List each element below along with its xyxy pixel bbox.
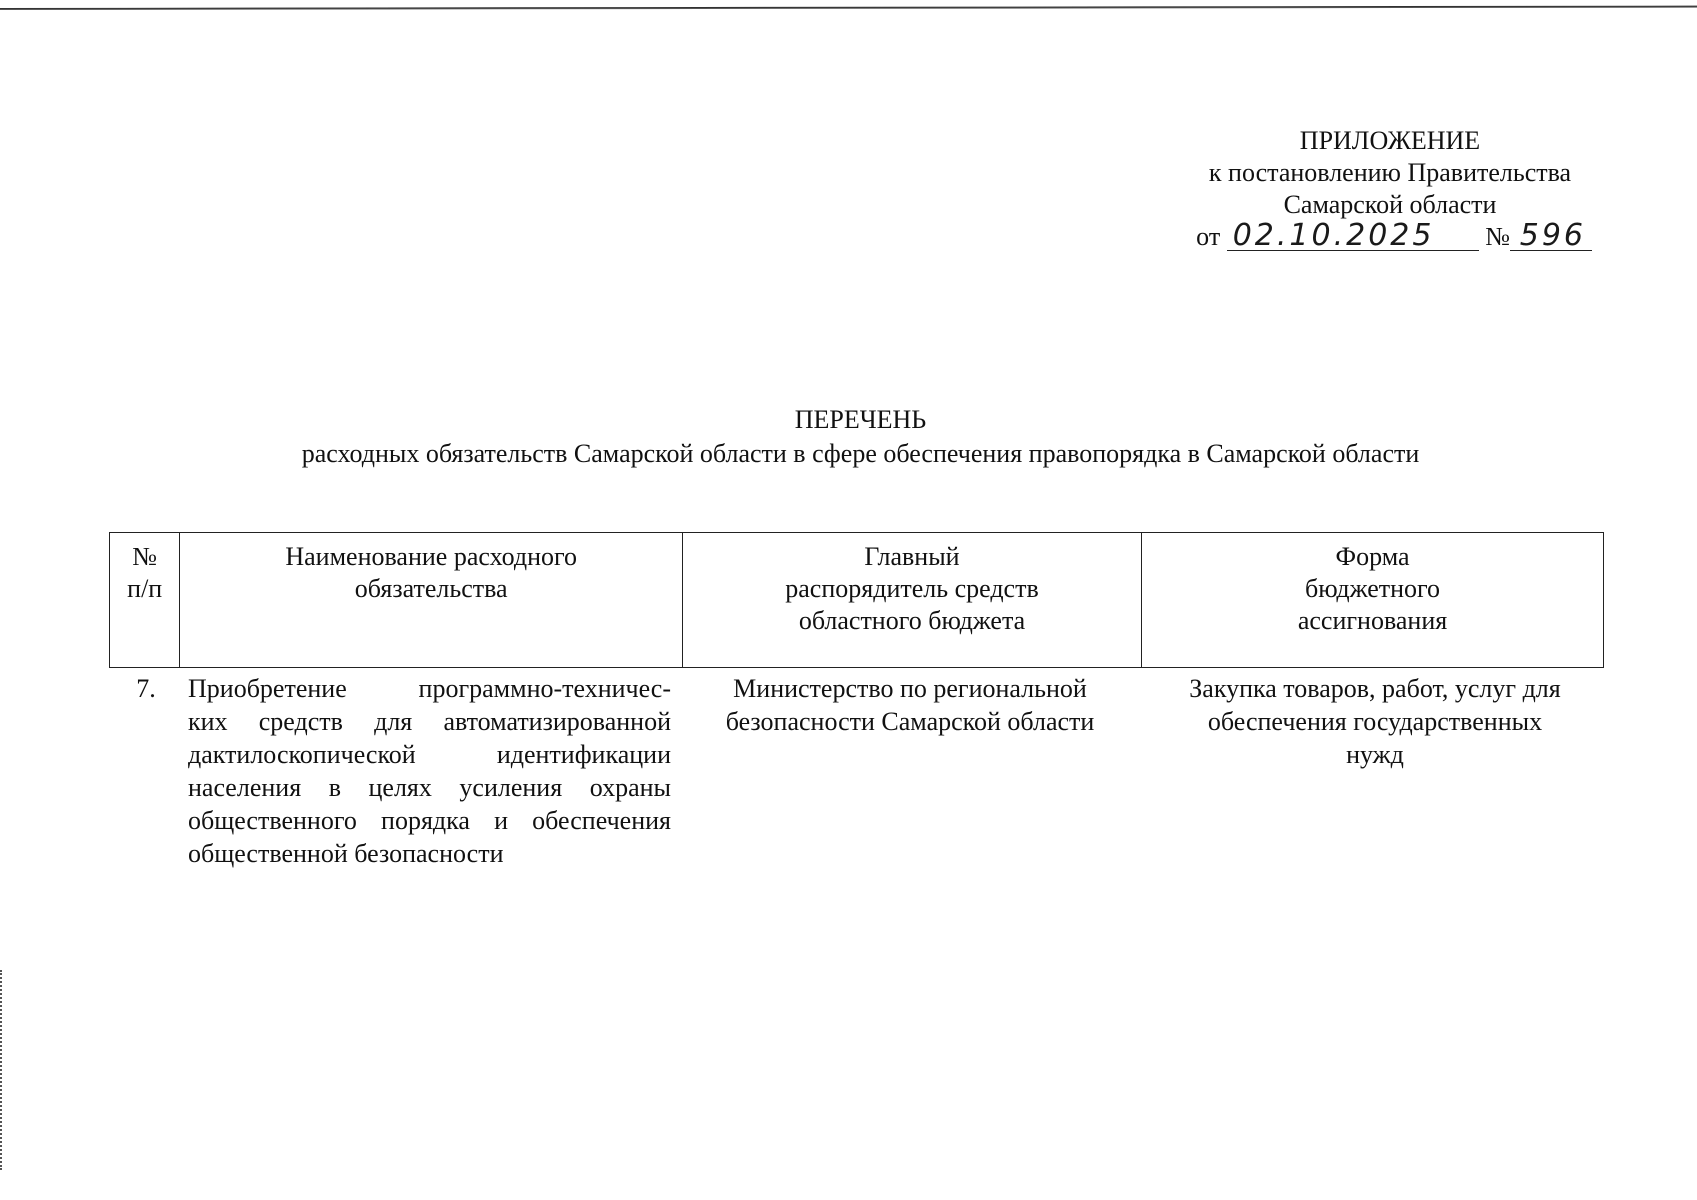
annex-title: ПРИЛОЖЕНИЕ xyxy=(1299,126,1481,155)
name-line: Приобретение программно-техничес- xyxy=(188,674,671,703)
date-prefix: от xyxy=(1196,222,1221,251)
administrator-line: Министерство по региональной xyxy=(733,674,1087,703)
header-admin-line-1: Главный xyxy=(864,542,960,571)
header-form-line-2: бюджетного xyxy=(1305,574,1441,603)
allocation-line: Закупка товаров, работ, услуг для xyxy=(1189,674,1561,703)
header-admin-line-3: областного бюджета xyxy=(798,606,1026,635)
table-header-row xyxy=(110,533,1604,668)
annex-line-2: Самарской области xyxy=(1283,190,1497,219)
annex-block xyxy=(1170,125,1610,253)
document-title: ПЕРЕЧЕНЬ xyxy=(794,405,927,434)
header-obligation-name xyxy=(180,533,683,668)
header-number-line-2: п/п xyxy=(127,574,163,603)
name-line: населения в целях усиления охраны xyxy=(188,773,671,802)
name-line: общественной безопасности xyxy=(188,839,504,868)
handwritten-date: 02.10.2025 xyxy=(1227,222,1479,251)
allocation-line: нужд xyxy=(1346,740,1404,769)
row-administrator xyxy=(690,672,1130,738)
header-number xyxy=(110,533,180,668)
scan-left-edge xyxy=(0,970,4,1170)
row-allocation-form xyxy=(1155,672,1595,771)
number-prefix: № xyxy=(1485,222,1510,251)
scan-top-border xyxy=(0,6,1697,10)
header-admin-line-2: распорядитель средств xyxy=(785,574,1039,603)
document-subtitle-row xyxy=(0,437,1697,471)
annex-date-line xyxy=(1170,218,1610,253)
row-obligation-name xyxy=(188,672,671,870)
document-title-row xyxy=(0,403,1697,437)
header-form-line-1: Форма xyxy=(1335,542,1410,571)
header-number-line-1: № xyxy=(132,542,158,571)
annex-line-1: к постановлению Правительства xyxy=(1208,158,1572,187)
header-name-line-2: обязательства xyxy=(354,574,508,603)
document-subtitle: расходных обязательств Самарской области в сфере обеспечения правопорядка в Самарской области xyxy=(301,439,1420,468)
header-allocation-form xyxy=(1142,533,1604,668)
name-line: общественного порядка и обеспечения xyxy=(188,806,671,835)
name-line: ких средств для автоматизированной xyxy=(188,707,671,736)
header-form-line-3: ассигнования xyxy=(1297,606,1448,635)
row-number: 7. xyxy=(136,674,156,703)
header-name-line-1: Наименование расходного xyxy=(285,542,577,571)
allocation-line: обеспечения государственных xyxy=(1207,707,1543,736)
name-line: дактилоскопической идентификации xyxy=(188,740,671,769)
handwritten-number: 596 xyxy=(1510,222,1592,251)
table-header xyxy=(109,532,1604,668)
header-administrator xyxy=(682,533,1141,668)
administrator-line: безопасности Самарской области xyxy=(725,707,1095,736)
